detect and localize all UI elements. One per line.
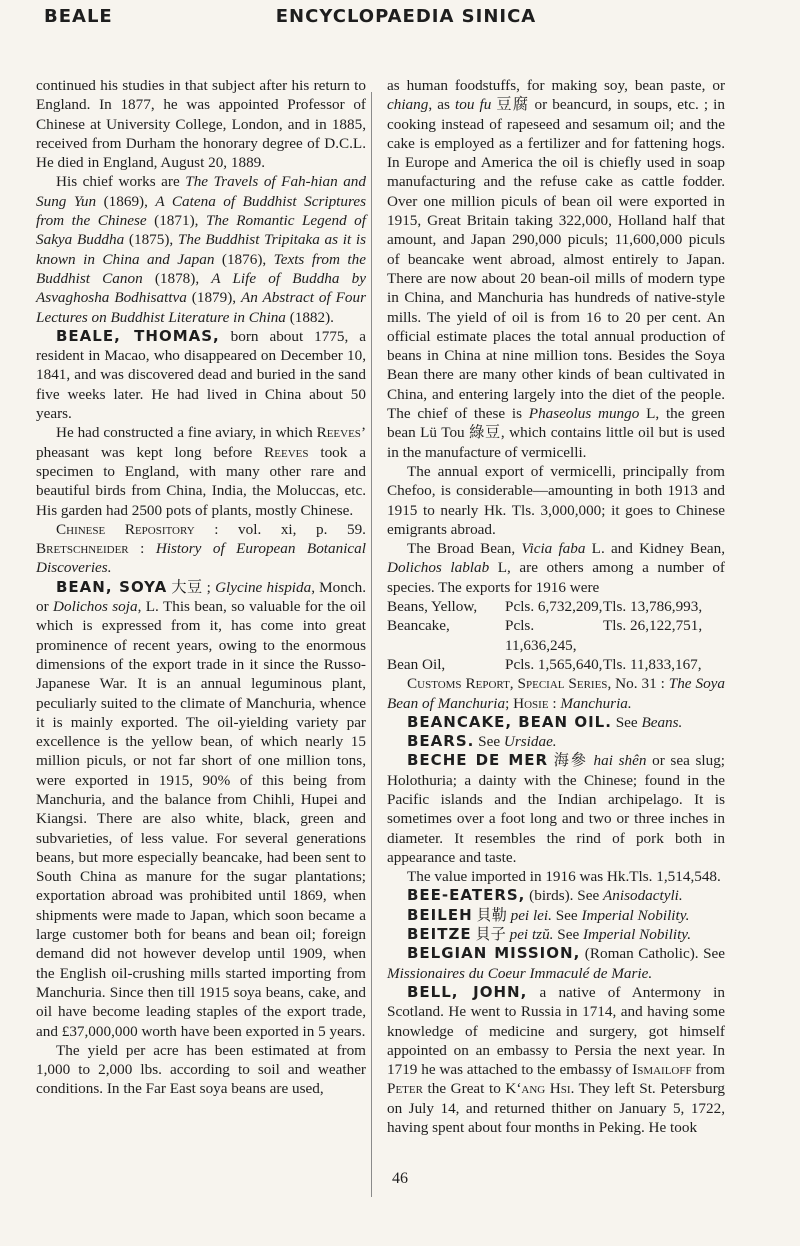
entry-beancake: BEANCAKE, BEAN OIL. See Beans.: [407, 712, 683, 731]
paragraph: The yield per acre has been estimated at from 1,000 to 2,000 lbs. according to soil and weather conditions. In the Far East soya beans are used,: [36, 1041, 366, 1098]
reference: Customs Report, Special Series, No. 31 : The Soya Bean of Manchuria; Hosie : Manchuria.: [387, 675, 726, 712]
header-entry-word: BEALE: [44, 6, 113, 27]
table-cell: Tls. 13,786,993,: [603, 598, 703, 616]
right-column: [387, 76, 725, 1137]
table-cell: Tls. 26,122,751,: [603, 617, 703, 635]
export-table: [387, 597, 725, 674]
entry-bell-john: BELL, JOHN, a native of Antermony in Scotland. He went to Russia in 1714, and having some knowledge of medicine and surgery, got himself appointed on an embassy to Persia the next year. In 1719 he was attached to the embassy of Ismailoff from Peter the Great to K‘ang Hsi. They left St. Petersburg on July 14, and returned thither on January 5, 1722, having spent about four months in Peking. He took: [387, 982, 725, 1137]
table-cell: Pcls. 11,636,245,: [505, 617, 577, 654]
table-cell: Bean Oil,: [387, 655, 446, 673]
table-cell: Tls. 11,833,167,: [603, 655, 702, 673]
page-number: 46: [392, 1170, 408, 1187]
paragraph: The value imported in 1916 was Hk.Tls. 1,514,548.: [407, 868, 721, 886]
paragraph: The annual export of vermicelli, principally from Chefoo, is considerable—amounting in both 1913 and 1915 to nearly Hk. Tls. 3,000,000; it goes to Chinese emigrants abroad.: [387, 462, 725, 538]
table-cell: Beans, Yellow,: [387, 598, 478, 616]
table-cell: Pcls. 1,565,640,: [505, 655, 603, 673]
entry-bean-soya: BEAN, SOYA 大豆 ; Glycine hispida, Monch. or Dolichos soja, L. This bean, so valuable for the oil which is expressed from it, has come into great prominence of recent years, owing to the enormous dimensions of the export trade in it since the Russo-Japanese War. It is an annual leguminous plant, peculiarly suited to the climate of Manchuria, whence it is mainly exported. The oil-yielding variety par excellence is the yellow bean, of which nearly 15 million piculs, or not far short of one million tons, were exported in 1915, 90% of this being from Manchuria, and the balance from Chihli, Hupei and Kiangsi. There are also white, black, green and subvarieties, of less value. For several generations beans, but more especially beancake, had been sent to South China as manure for the sugar plantations; exportation abroad was prohibited until 1869, when shipments were made to Japan, which soon became a large customer both for beans and bean oil; foreign demand did not however develop until 1909, when the English oil-crushing mills started importing from Manchuria. Since then till 1915 soya beans, cake, and oil have become leading staples of the export trade, and £37,000,000 worth have been exported in 5 years.: [36, 577, 366, 1040]
paragraph: as human foodstuffs, for making soy, bean paste, or chiang, as tou fu 豆腐 or beancurd, in soups, etc. ; in cooking instead of rapeseed and sesamum oil; and the cake is employed as a fertilizer and for fattening hogs. In Europe and America the oil is chiefly used in soap manufacturing and the refuse cake as cattle fodder. Over one million piculs of bean oil were exported in 1915, Great Britain taking 322,000, Holland half that amount, and Japan 290,000 piculs; 11,600,000 piculs of beancake went abroad, almost entirely to Japan. There are now about 20 bean-oil mills of modern type in China, and Manchuria has hundreds of native-style mills. The yield of oil is from 16 to 20 per cent. An official estimate places the total annual production of beans in China at nine million tons. Besides the Soya Bean there are many other kinds of bean cultivated in China, and entering largely into the diet of the people. The chief of these is Phaseolus mungo L, the green bean Lü Tou 綠豆, which contains little oil but is used in the manufacture of vermicelli.: [387, 77, 726, 461]
entry-bee-eaters: BEE-EATERS, (birds). See Anisodactyli.: [407, 886, 683, 905]
table-cell: Beancake,: [387, 617, 450, 635]
entry-beitze: BEITZE 貝子 pei tzŭ. See Imperial Nobility.: [407, 925, 691, 944]
paragraph: His chief works are The Travels of Fah-hian and Sung Yun (1869), A Catena of Buddhist Scriptures from the Chinese (1871), The Romantic Legend of Sakya Buddha (1875), The Buddhist Tripitaka as it is known in China and Japan (1876), Texts from the Buddhist Canon (1878), A Life of Buddha by Asvaghosha Bodhisattva (1879), An Abstract of Four Lectures on Buddhist Literature in China (1882).: [36, 173, 366, 326]
entry-bears: BEARS. See Ursidae.: [407, 732, 557, 751]
paragraph: The Broad Bean, Vicia faba L. and Kidney Bean, Dolichos lablab L, are others among a number of species. The exports for 1916 were: [387, 540, 725, 596]
table-cell: Pcls. 6,732,209,: [505, 598, 603, 616]
column-divider: [371, 92, 372, 1197]
paragraph: He had constructed a fine aviary, in which Reeves’ pheasant was kept long before Reeves took a specimen to England, with many other rare and beautiful birds from China, India, the Moluccas, etc. His garden had 2500 pots of plants, mostly Chinese.: [36, 424, 366, 519]
running-header: [44, 6, 768, 30]
left-column: [36, 76, 366, 1099]
header-book-title: ENCYCLOPAEDIA SINICA: [275, 6, 537, 27]
entry-beche-de-mer: BECHE DE MER 海參 hai shên or sea slug; Holothuria; a dainty with the Chinese; found in the Pacific islands and the Indian archipelago. It is sometimes over a foot long and two or three inches in diameter. It resembles the rind of pork both in appearance and taste.: [387, 751, 726, 866]
entry-belgian-mission: BELGIAN MISSION, (Roman Catholic). See Missionaires du Coeur Immaculé de Marie.: [387, 944, 725, 982]
entry-beileh: BEILEH 貝勒 pei lei. See Imperial Nobility.: [407, 905, 690, 924]
entry-beale-thomas: BEALE, THOMAS, born about 1775, a resident in Macao, who disappeared on December 10, 1841, and was discovered dead and buried in the sand five weeks later. He had lived in China about 50 years.: [36, 326, 366, 423]
paragraph: continued his studies in that subject after his return to England. In 1877, he was appointed Professor of Chinese at University College, London, and in 1885, received from Durham the honorary degree of D.C.L. He died in England, August 20, 1889.: [36, 77, 366, 172]
reference: Chinese Repository : vol. xi, p. 59. Bretschneider : History of European Botanical Discoveries.: [36, 520, 366, 577]
